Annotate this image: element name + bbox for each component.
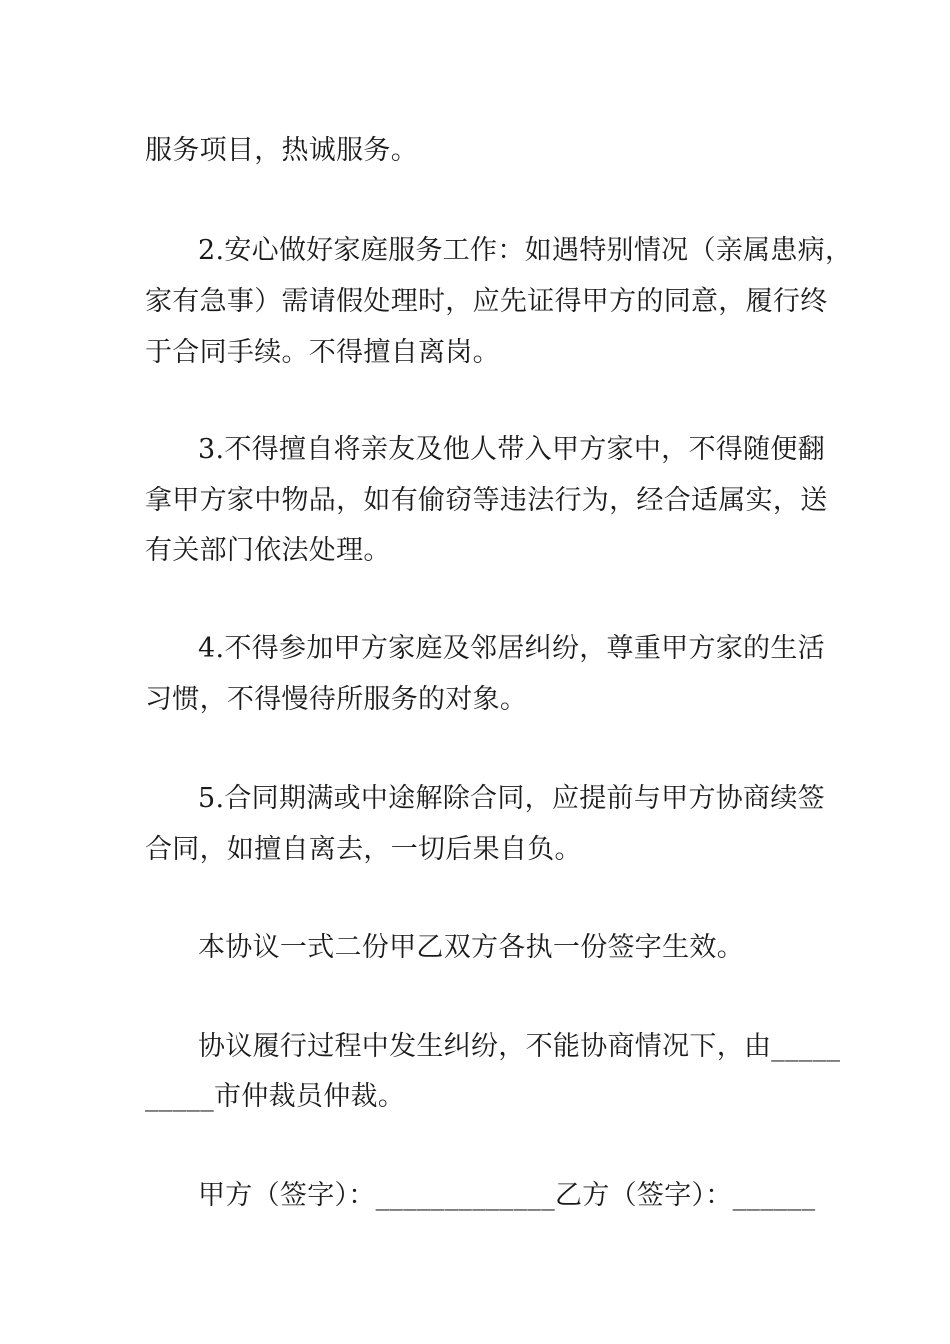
clause-2-line-3: 于合同手续。不得擅自离岗。 <box>145 337 500 368</box>
clause-2-line-1: 2.安心做好家庭服务工作：如遇特别情况（亲属患病， <box>198 235 853 266</box>
clause-4-line-1: 4.不得参加甲方家庭及邻居纠纷，尊重甲方家的生活 <box>198 633 825 664</box>
clause-5-line-2: 合同，如擅自离去，一切后果自负。 <box>145 834 582 865</box>
paragraph-1-continuation: 服务项目，热诚服务。 <box>145 135 418 166</box>
signature-line: 甲方（签字）：_____________乙方（签字）：______ <box>198 1180 816 1211</box>
arbitration-line-2: _____市仲裁员仲裁。 <box>145 1081 406 1112</box>
clause-3-line-2: 拿甲方家中物品，如有偷窃等违法行为，经合适属实，送 <box>145 485 828 516</box>
arbitration-line-1: 协议履行过程中发生纠纷，不能协商情况下，由_____ <box>198 1031 841 1062</box>
clause-2-line-2: 家有急事）需请假处理时，应先证得甲方的同意，履行终 <box>145 286 828 317</box>
agreement-copies-line: 本协议一式二份甲乙双方各执一份签字生效。 <box>198 932 744 963</box>
clause-3-line-3: 有关部门依法处理。 <box>145 535 391 566</box>
clause-3-line-1: 3.不得擅自将亲友及他人带入甲方家中，不得随便翻 <box>198 434 825 465</box>
clause-5-line-1: 5.合同期满或中途解除合同，应提前与甲方协商续签 <box>198 783 825 814</box>
clause-4-line-2: 习惯，不得慢待所服务的对象。 <box>145 684 528 715</box>
